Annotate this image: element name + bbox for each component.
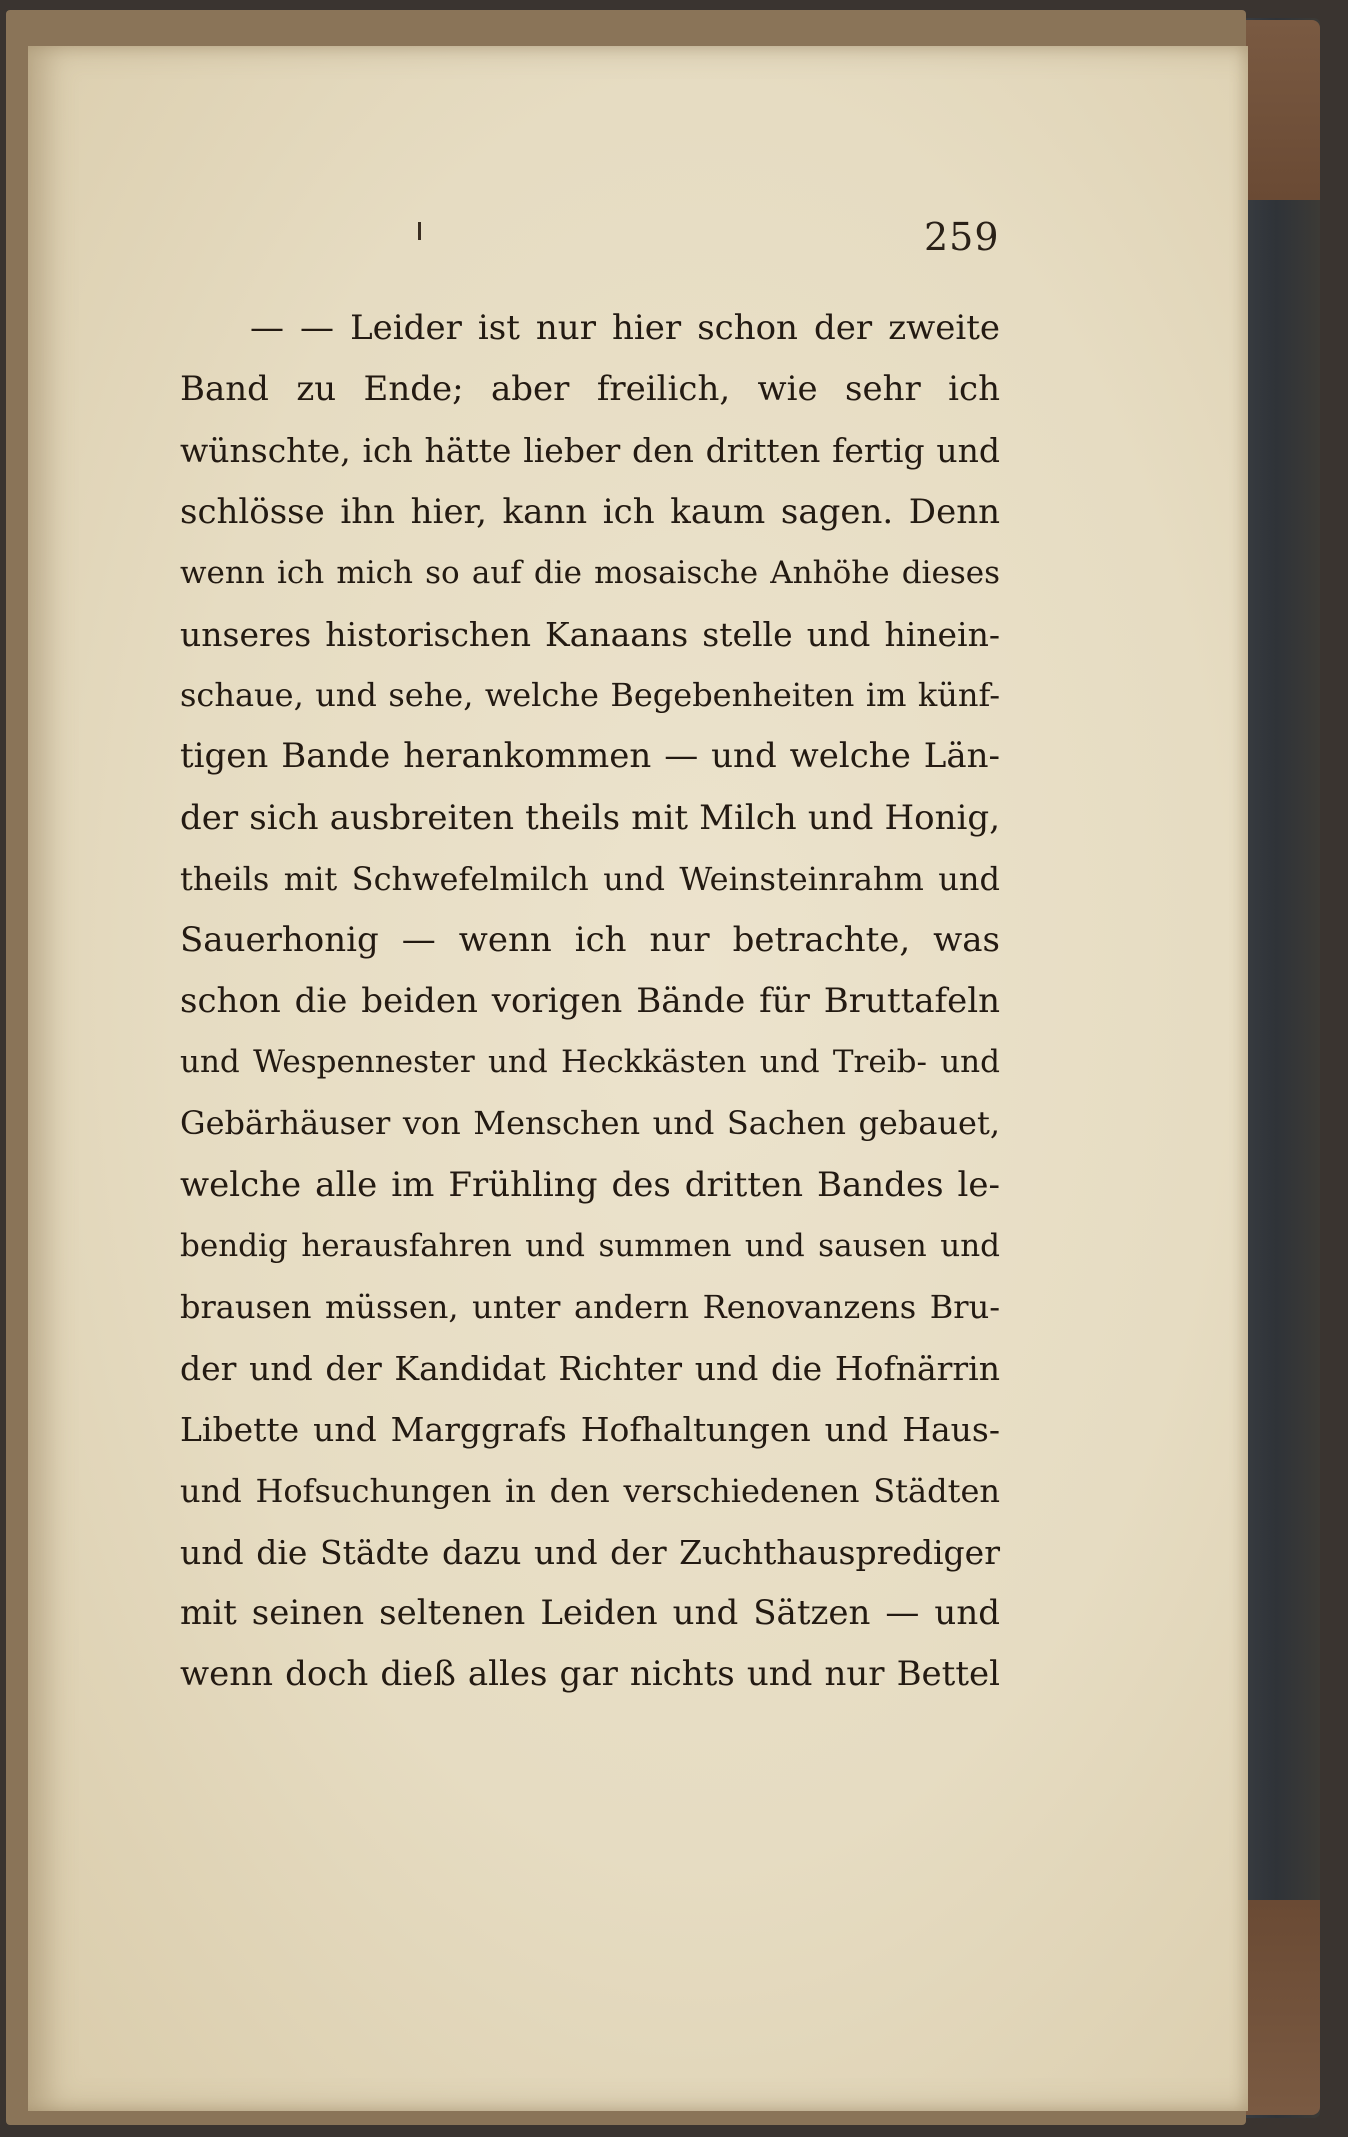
body-text	[180, 298, 1000, 1705]
text-line: wünschte, ich hätte lieber den dritten fertig und	[180, 431, 1000, 471]
text-line: Gebärhäuser von Menschen und Sachen gebauet,	[180, 1104, 1000, 1143]
text-line: theils mit Schwefelmilch und Weinsteinrahm und	[180, 859, 1000, 898]
text-line: der sich ausbreiten theils mit Milch und Honig,	[180, 797, 1000, 838]
text-line: wenn ich mich so auf die mosaische Anhöhe dieses	[180, 554, 1000, 591]
text-line: der und der Kandidat Richter und die Hofnärrin	[180, 1349, 1000, 1389]
text-line: schlösse ihn hier, kann ich kaum sagen. Denn	[180, 491, 1000, 532]
text-line: bendig herausfahren und summen und sausen und	[180, 1227, 1000, 1264]
text-line: schon die beiden vorigen Bände für Bruttafeln	[180, 981, 1000, 1022]
text-line: und Hofsuchungen in den verschiedenen Städten	[180, 1471, 1000, 1510]
page-number: 259	[924, 215, 1000, 259]
text-line: tigen Bande herankommen — und welche Län-	[180, 736, 1000, 777]
text-line: Libette und Marggrafs Hofhaltungen und Haus-	[180, 1410, 1000, 1450]
text-line: Sauerhonig — wenn ich nur betrachte, was	[180, 919, 1000, 960]
text-line: und Wespennester und Heckkästen und Treib- und	[180, 1044, 1000, 1081]
text-line: brausen müssen, unter andern Renovanzens Bru-	[180, 1288, 1000, 1326]
text-line: — — Leider ist nur hier schon der zweite	[250, 308, 1000, 348]
text-line: wenn doch dieß alles gar nichts und nur Bettel	[180, 1654, 1000, 1695]
text-line: unseres historischen Kanaans stelle und hinein-	[180, 614, 1000, 654]
text-line: mit seinen seltenen Leiden und Sätzen — und	[180, 1592, 1000, 1633]
printer-mark	[418, 222, 421, 240]
text-line: schaue, und sehe, welche Begebenheiten im künf-	[180, 676, 1000, 715]
text-line: und die Städte dazu und der Zuchthausprediger	[180, 1532, 1000, 1572]
text-line: Band zu Ende; aber freilich, wie sehr ich	[180, 369, 1000, 410]
text-line: welche alle im Frühling des dritten Bandes le-	[180, 1164, 1000, 1205]
